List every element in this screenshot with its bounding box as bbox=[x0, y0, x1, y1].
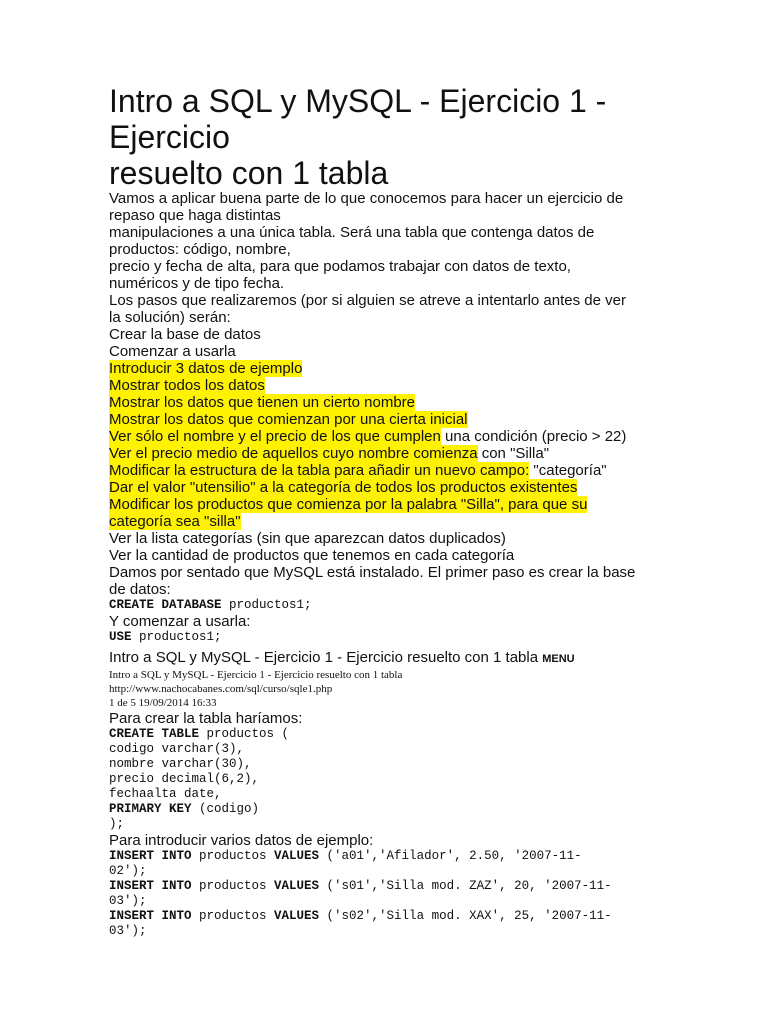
code-insert-line: INSERT INTO productos VALUES ('s02','Silla mod. XAX', 25, '2007-11- bbox=[109, 909, 612, 923]
step-item-highlighted: Modificar los productos que comienza por la palabra "Silla", para que su bbox=[109, 496, 588, 513]
step-item-highlighted: Modificar la estructura de la tabla para añadir un nuevo campo: "categoría" bbox=[109, 462, 607, 479]
intro-text: precio y fecha de alta, para que podamos trabajar con datos de texto, bbox=[109, 258, 571, 275]
step-item-highlighted: Mostrar todos los datos bbox=[109, 377, 265, 394]
title-line-2: Ejercicio bbox=[109, 119, 230, 155]
intro-text: la solución) serán: bbox=[109, 309, 231, 326]
step-item-highlighted: Mostrar los datos que tienen un cierto nombre bbox=[109, 394, 415, 411]
step-item: Ver la cantidad de productos que tenemos en cada categoría bbox=[109, 547, 515, 564]
create-intro: Para crear la tabla haríamos: bbox=[109, 710, 303, 727]
step-item-highlighted: Ver el precio medio de aquellos cuyo nombre comienza con "Silla" bbox=[109, 445, 550, 462]
page-title bbox=[109, 83, 669, 191]
document-body bbox=[109, 190, 669, 939]
step-item: Crear la base de datos bbox=[109, 326, 261, 343]
step-item: Ver la lista categorías (sin que aparezcan datos duplicados) bbox=[109, 530, 506, 547]
code-create-table-line: nombre varchar(30), bbox=[109, 757, 252, 771]
menu-link[interactable]: MENU bbox=[542, 653, 575, 665]
code-insert-line: INSERT INTO productos VALUES ('a01','Afilador', 2.50, '2007-11- bbox=[109, 849, 582, 863]
code-create-table-line: codigo varchar(3), bbox=[109, 742, 245, 756]
code-create-table-line: ); bbox=[109, 817, 125, 831]
assume-text: de datos: bbox=[109, 581, 171, 598]
intro-text: Vamos a aplicar buena parte de lo que conocemos para hacer un ejercicio de bbox=[109, 190, 624, 207]
intro-text: productos: código, nombre, bbox=[109, 241, 291, 258]
page-header: Intro a SQL y MySQL - Ejercicio 1 - Ejercicio resuelto con 1 tabla MENU bbox=[109, 649, 575, 666]
step-item-highlighted: Dar el valor "utensilio" a la categoría de todos los productos existentes bbox=[109, 479, 578, 496]
step-item-highlighted: categoría sea "silla" bbox=[109, 513, 241, 530]
intro-text: numéricos y de tipo fecha. bbox=[109, 275, 285, 292]
use-intro: Y comenzar a usarla: bbox=[109, 613, 251, 630]
step-item-highlighted: Mostrar los datos que comienzan por una cierta inicial bbox=[109, 411, 468, 428]
code-insert-line: INSERT INTO productos VALUES ('s01','Silla mod. ZAZ', 20, '2007-11- bbox=[109, 879, 612, 893]
intro-text: Los pasos que realizaremos (por si alguien se atreve a intentarlo antes de ver bbox=[109, 292, 626, 309]
step-item-highlighted: Introducir 3 datos de ejemplo bbox=[109, 360, 303, 377]
code-insert-line: 03'); bbox=[109, 894, 147, 908]
code-insert-line: 03'); bbox=[109, 924, 147, 938]
code-create-table-line: precio decimal(6,2), bbox=[109, 772, 260, 786]
intro-text: repaso que haga distintas bbox=[109, 207, 281, 224]
print-page-info: 1 de 5 19/09/2014 16:33 bbox=[109, 697, 217, 709]
code-create-table-line: PRIMARY KEY (codigo) bbox=[109, 802, 260, 816]
code-insert-line: 02'); bbox=[109, 864, 147, 878]
code-create-table-line: CREATE TABLE productos ( bbox=[109, 727, 290, 741]
step-item: Comenzar a usarla bbox=[109, 343, 236, 360]
code-create-database: CREATE DATABASE productos1; bbox=[109, 598, 312, 612]
step-item-highlighted: Ver sólo el nombre y el precio de los que cumplen una condición (precio > 22) bbox=[109, 428, 627, 445]
intro-text: manipulaciones a una única tabla. Será una tabla que contenga datos de bbox=[109, 224, 595, 241]
print-title: Intro a SQL y MySQL - Ejercicio 1 - Ejercicio resuelto con 1 tabla bbox=[109, 669, 403, 681]
code-use-database: USE productos1; bbox=[109, 630, 222, 644]
title-line-1: Intro a SQL y MySQL - Ejercicio 1 - bbox=[109, 83, 607, 119]
insert-intro: Para introducir varios datos de ejemplo: bbox=[109, 832, 374, 849]
assume-text: Damos por sentado que MySQL está instalado. El primer paso es crear la base bbox=[109, 564, 636, 581]
print-url: http://www.nachocabanes.com/sql/curso/sqle1.php bbox=[109, 683, 333, 695]
code-create-table-line: fechaalta date, bbox=[109, 787, 222, 801]
title-line-3: resuelto con 1 tabla bbox=[109, 155, 389, 191]
